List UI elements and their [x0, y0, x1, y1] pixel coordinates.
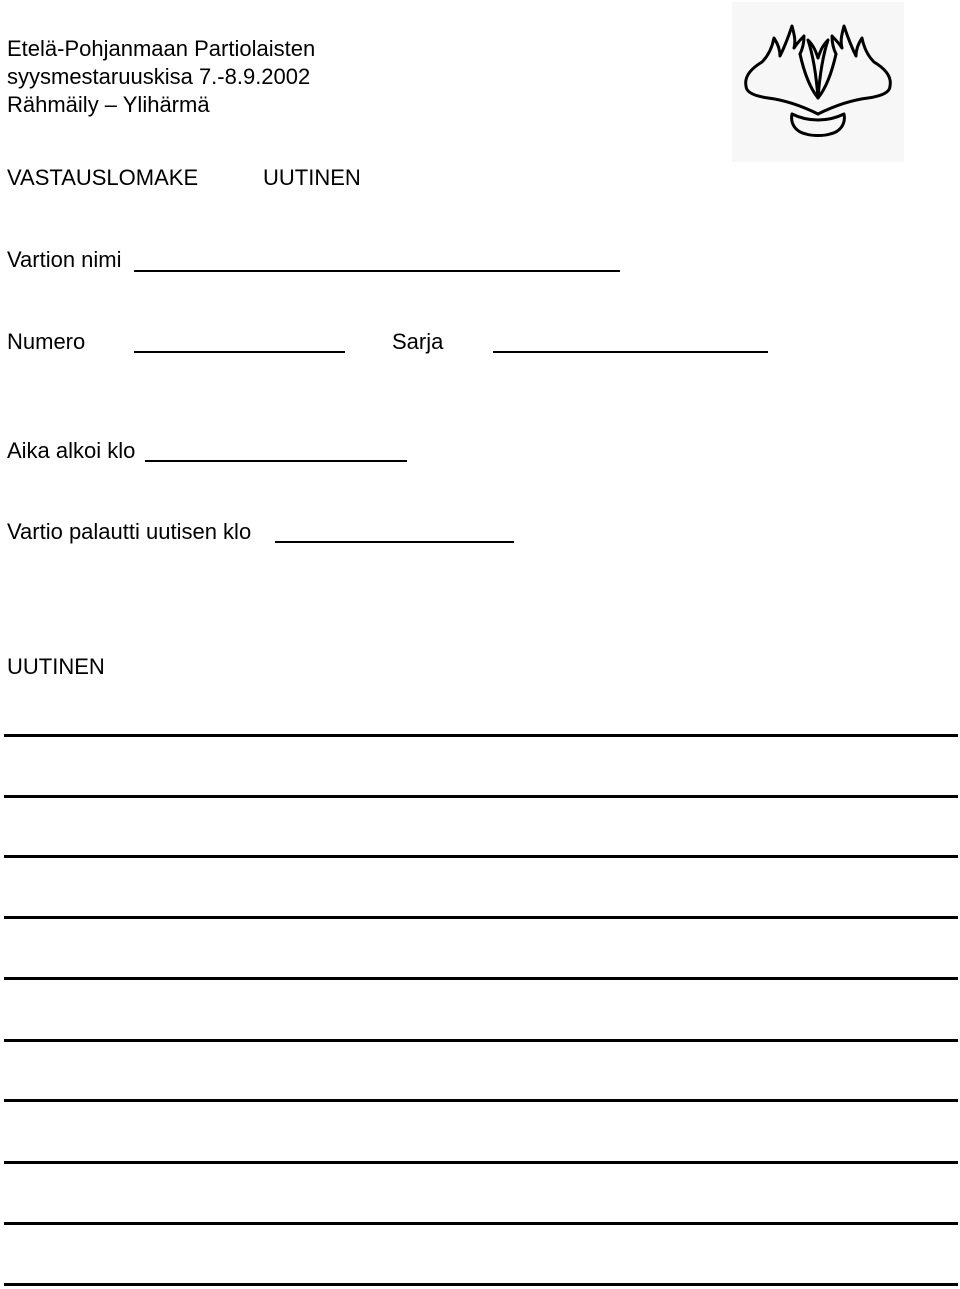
patrol-name-label: Vartion nimi — [7, 247, 122, 272]
return-time-label: Vartio palautti uutisen klo — [7, 519, 252, 544]
event-location: Rähmäily – Ylihärmä — [7, 92, 210, 117]
form-title: VASTAUSLOMAKE — [7, 165, 199, 190]
writing-line[interactable] — [4, 1161, 958, 1164]
number-label: Numero — [7, 329, 86, 354]
writing-line[interactable] — [4, 1039, 958, 1042]
number-field[interactable] — [134, 351, 345, 353]
writing-line[interactable] — [4, 855, 958, 858]
series-label: Sarja — [392, 329, 444, 354]
form-subtitle: UUTINEN — [263, 165, 361, 190]
event-name-date: syysmestaruuskisa 7.-8.9.2002 — [7, 64, 311, 89]
writing-line[interactable] — [4, 1099, 958, 1102]
writing-line[interactable] — [4, 1222, 958, 1225]
writing-line[interactable] — [4, 977, 958, 980]
start-time-field[interactable] — [145, 460, 407, 462]
patrol-name-field[interactable] — [134, 270, 620, 272]
start-time-label: Aika alkoi klo — [7, 438, 136, 463]
scout-flame-emblem-icon — [732, 2, 904, 162]
writing-line[interactable] — [4, 795, 958, 798]
return-time-field[interactable] — [275, 541, 514, 543]
news-heading: UUTINEN — [7, 654, 105, 679]
writing-line[interactable] — [4, 734, 958, 737]
writing-line[interactable] — [4, 1283, 958, 1286]
writing-line[interactable] — [4, 916, 958, 919]
series-field[interactable] — [493, 351, 768, 353]
event-organizer: Etelä-Pohjanmaan Partiolaisten — [7, 36, 316, 61]
